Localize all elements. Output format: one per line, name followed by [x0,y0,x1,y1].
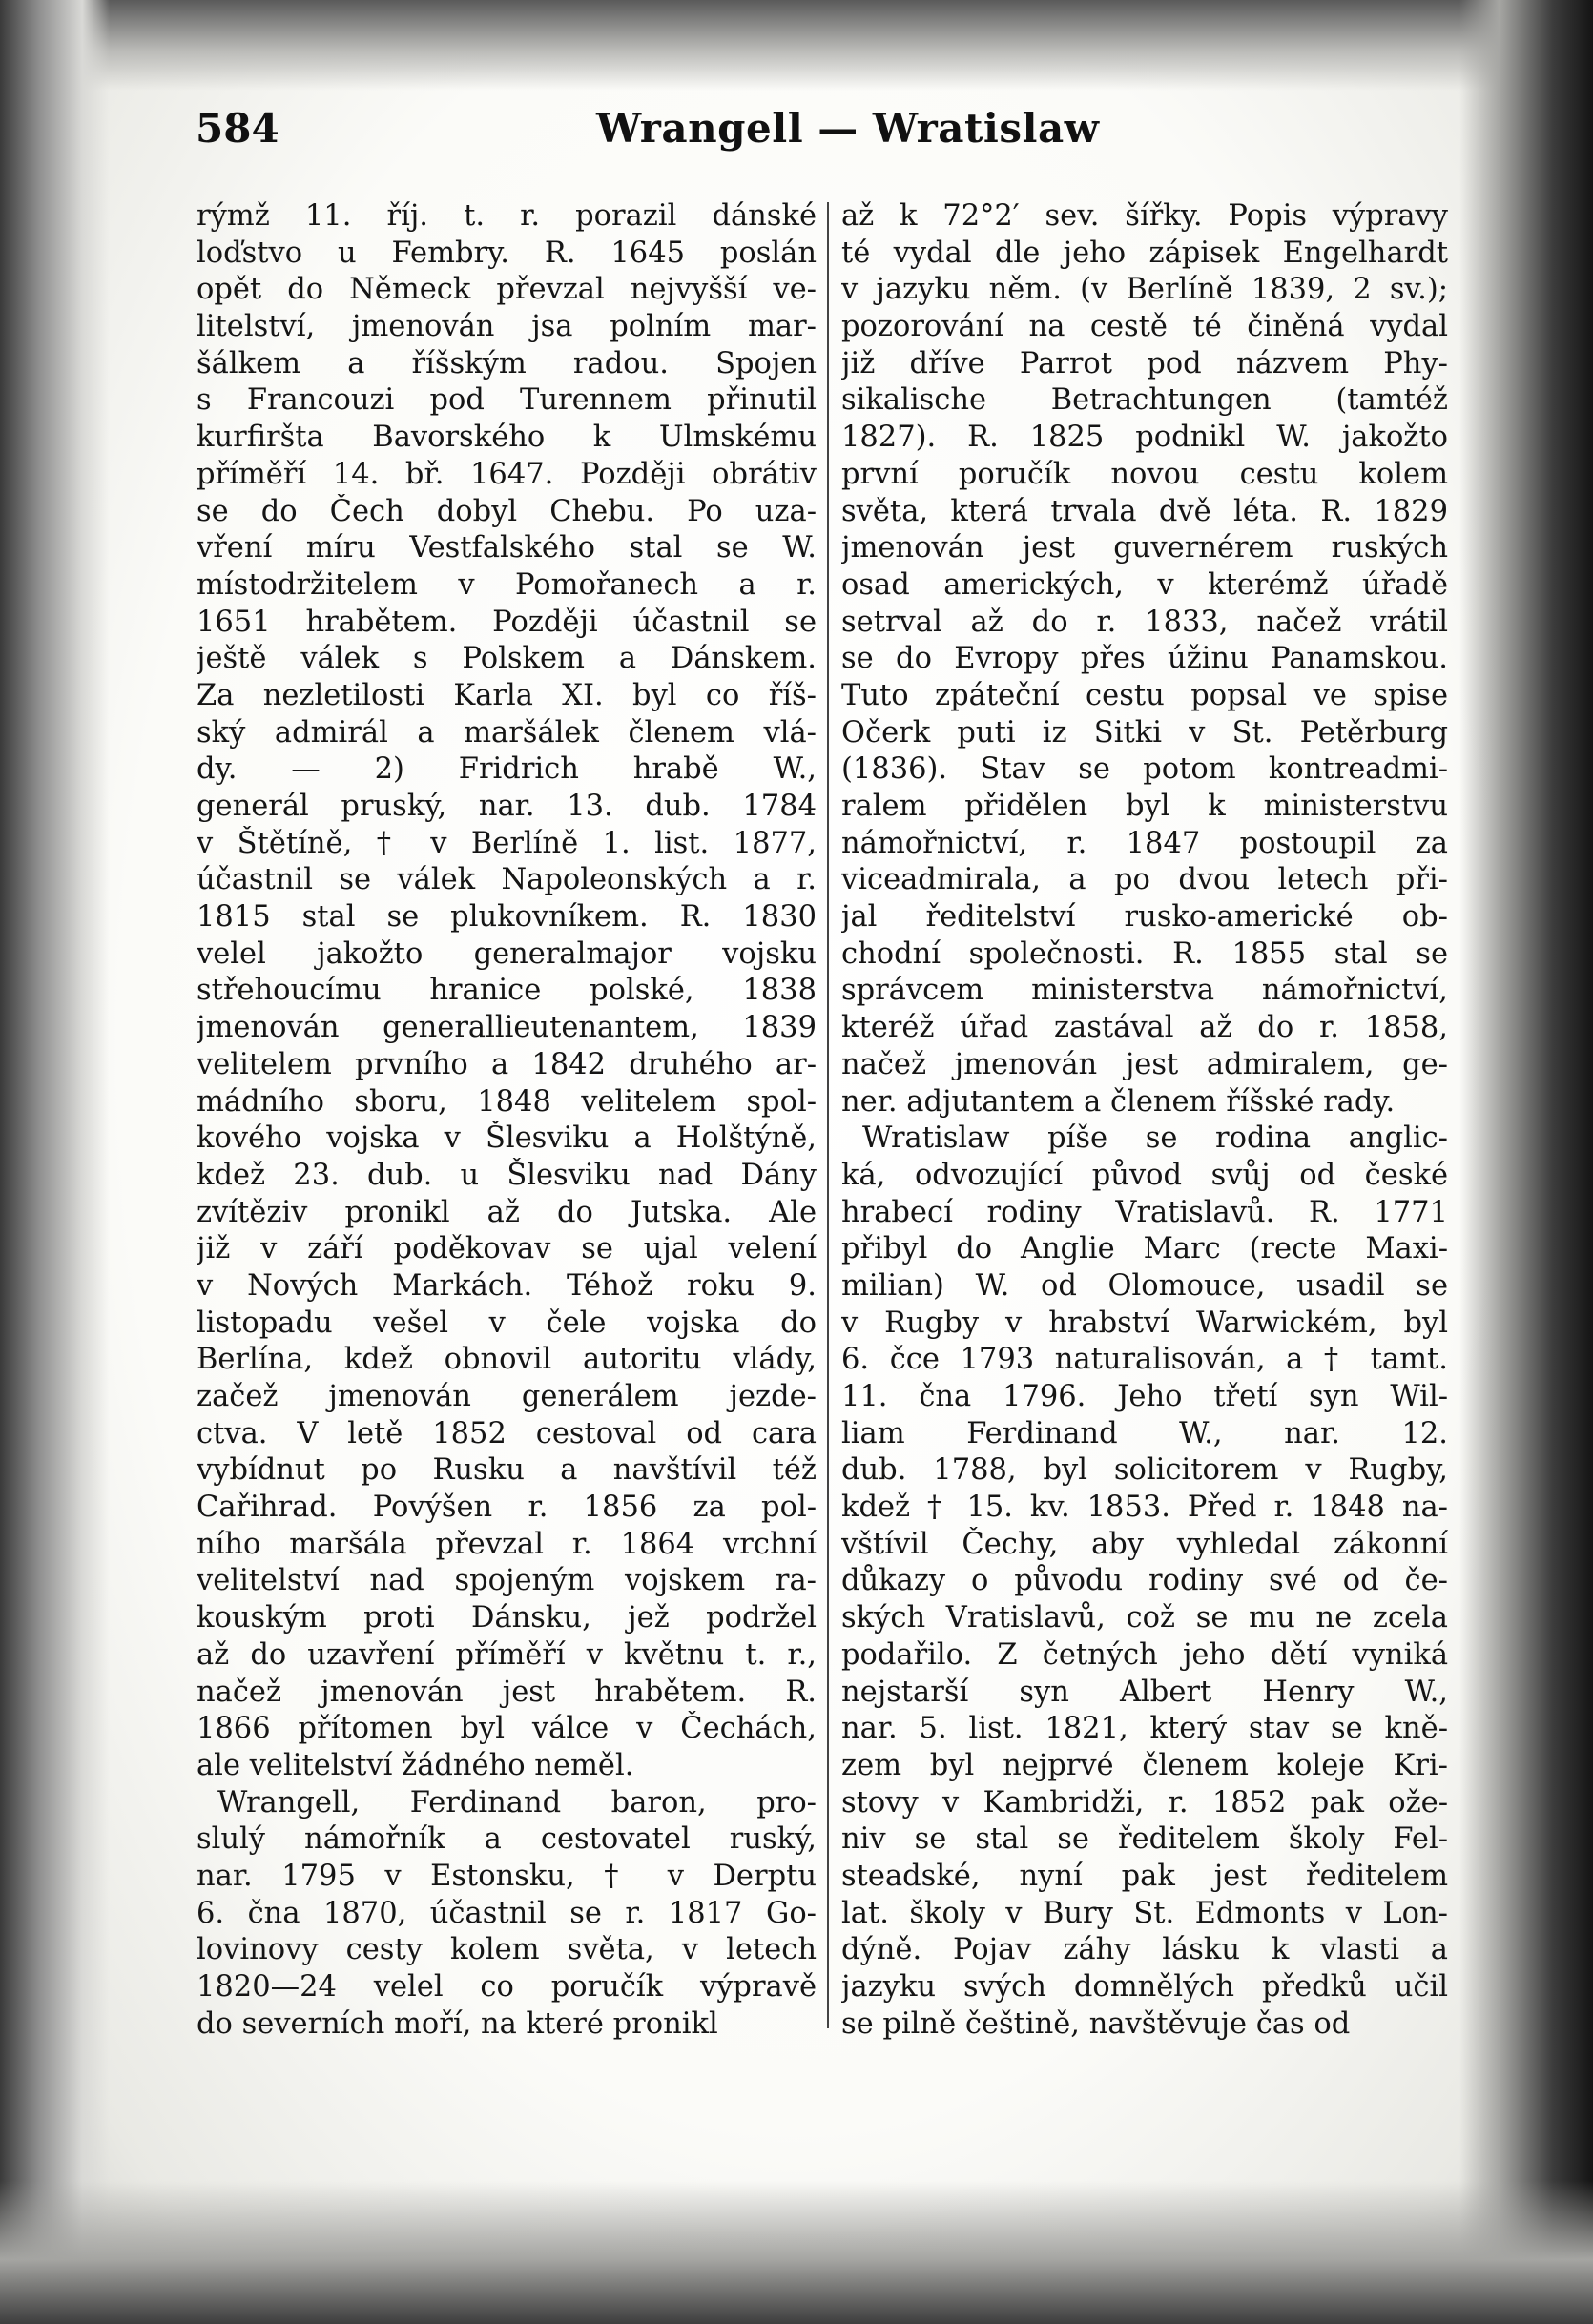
column-divider [827,202,829,2028]
text-line: začež jmenován generálem jezde- [197,1380,817,1413]
text-line: nejstarší syn Albert Henry W., [841,1675,1448,1709]
text-line: 1827). R. 1825 podnikl W. jakožto [841,421,1448,455]
text-line: Cařihrad. Povýšen r. 1856 za pol- [197,1491,817,1525]
text-line: kdež † 15. kv. 1853. Před r. 1848 na- [841,1491,1448,1525]
text-line: kdež 23. dub. u Šlesviku nad Dány [197,1158,817,1192]
text-line: opět do Německ převzal nejvyšší ve- [197,273,817,307]
running-head: Wrangell — Wratislaw [596,105,1100,152]
text-line: 1820—24 velel co poručík výpravě [197,1970,817,2004]
text-line: vybídnut po Rusku a navštívil též [197,1453,817,1488]
text-line: rýmž 11. říj. t. r. porazil dánské [197,199,817,233]
page-number: 584 [196,105,279,152]
text-line: kurfiršta Bavorského k Ulmskému [197,421,817,455]
text-line: dýně. Pojav záhy lásku k vlasti a [841,1933,1448,1967]
text-line: Berlína, kdež obnovil autoritu vlády, [197,1343,817,1377]
text-line: místodržitelem v Pomořanech a r. [197,567,817,602]
text-line: načež jmenován jest hrabětem. R. [197,1675,817,1709]
text-line: v Nových Markách. Téhož roku 9. [197,1268,817,1303]
text-line: do severních moří, na které pronikl [197,2006,718,2041]
text-line: slulý námořník a cestovatel ruský, [197,1822,817,1857]
text-line: viceadmirala, a po dvou letech při- [841,863,1448,897]
text-line: nar. 1795 v Estonsku, † v Derptu [197,1859,817,1893]
text-line: se do Čech dobyl Chebu. Po uza- [197,494,817,528]
text-line: lovinovy cesty kolem světa, v letech [197,1933,817,1967]
text-line: vštívil Čechy, aby vyhledal zákonní [841,1527,1448,1561]
text-line: niv se stal se ředitelem školy Fel- [841,1822,1448,1857]
text-line: až k 72°2′ sev. šířky. Popis výpravy [841,199,1448,233]
text-line: 11. čna 1796. Jeho třetí syn Wil- [841,1380,1448,1413]
text-line: lat. školy v Bury St. Edmonts v Lon- [841,1896,1448,1930]
text-line: (1836). Stav se potom kontreadmi- [841,752,1448,787]
left-text-column [197,198,817,2043]
text-line: kteréž úřad zastával až do r. 1858, [841,1011,1448,1045]
text-line: ale velitelství žádného neměl. [197,1748,634,1782]
text-line: ner. adjutantem a členem říšské rady. [841,1084,1396,1119]
text-line: příměří 14. bř. 1647. Později obrátiv [197,457,817,491]
text-line: Za nezletilosti Karla XI. byl co říš- [197,678,817,712]
text-line: světa, která trvala dvě léta. R. 1829 [841,494,1448,528]
text-line: v Štětíně, † v Berlíně 1. list. 1877, [197,826,817,860]
page-header [196,95,1479,162]
text-line: 1866 přítomen byl válce v Čechách, [197,1712,817,1746]
text-line: podařilo. Z četných jeho dětí vyniká [841,1637,1448,1672]
text-line: velel jakožto generalmajor vojsku [197,936,817,971]
text-line: liam Ferdinand W., nar. 12. [841,1416,1448,1450]
page-shadow-top [0,0,1593,91]
text-line: s Francouzi pod Turennem přinutil [197,383,817,418]
text-line: milian) W. od Olomouce, usadil se [841,1268,1448,1303]
text-line: generál pruský, nar. 13. dub. 1784 [197,790,817,823]
right-text-column [841,198,1448,2043]
text-line: ský admirál a maršálek členem vlá- [197,715,817,750]
text-line: se do Evropy přes úžinu Panamskou. [841,642,1448,676]
text-line: důkazy o původu rodiny své od če- [841,1564,1448,1598]
text-line: sikalische Betrachtungen (tamtéž [841,383,1448,418]
text-line: kouským proti Dánsku, jež podržel [197,1601,817,1635]
text-line: mádního sboru, 1848 velitelem spol- [197,1084,817,1119]
page-shadow-right [1459,0,1593,2324]
text-line: přibyl do Anglie Marc (recte Maxi- [841,1232,1448,1266]
text-line: ního maršála převzal r. 1864 vrchní [197,1527,817,1561]
text-line: zvítěziv pronikl až do Jutska. Ale [197,1195,817,1229]
page-shadow-left [0,0,110,2324]
text-line: správcem ministerstva námořnictví, [841,974,1448,1008]
text-line: načež jmenován jest admiralem, ge- [841,1047,1448,1081]
text-line: jal ředitelství rusko-americké ob- [841,900,1448,935]
text-line: účastnil se válek Napoleonských a r. [197,863,817,897]
text-line: listopadu vešel v čele vojska do [197,1306,817,1340]
text-line: stovy v Kambridži, r. 1852 pak ože- [841,1785,1448,1820]
text-line: jmenován jest guvernérem ruských [841,531,1448,566]
text-line: Wratislaw píše se rodina anglic- [862,1121,1448,1156]
text-line: 1651 hrabětem. Později účastnil se [197,605,817,639]
text-line: dy. — 2) Fridrich hrabě W., [197,752,817,787]
text-line: Očerk puti iz Sitki v St. Petěrburg [841,715,1448,750]
text-line: v jazyku něm. (v Berlíně 1839, 2 sv.); [841,273,1448,307]
text-line: 6. čce 1793 naturalisován, a † tamt. [841,1343,1448,1377]
text-line: šálkem a říšským radou. Spojen [197,346,817,380]
text-line: jmenován generallieutenantem, 1839 [197,1011,817,1045]
text-line: velitelství nad spojeným vojskem ra- [197,1564,817,1598]
text-line: již v září poděkovav se ujal velení [197,1232,817,1266]
text-line: velitelem prvního a 1842 druhého ar- [197,1047,817,1081]
text-line: hrabecí rodiny Vratislavů. R. 1771 [841,1195,1448,1229]
text-line: osad amerických, v kterémž úřadě [841,567,1448,602]
text-line: kového vojska v Šlesviku a Holštýně, [197,1121,817,1156]
text-line: 6. čna 1870, účastnil se r. 1817 Go- [197,1896,817,1930]
text-line: ských Vratislavů, což se mu ne zcela [841,1601,1448,1635]
text-line: chodní společnosti. R. 1855 stal se [841,936,1448,971]
text-line: 1815 stal se plukovníkem. R. 1830 [197,900,817,935]
text-line: již dříve Parrot pod názvem Phy- [841,346,1448,380]
text-line: až do uzavření příměří v květnu t. r., [197,1637,817,1672]
text-line: pozorování na cestě té činěná vydal [841,310,1448,344]
page-shadow-bottom [0,2181,1593,2324]
text-line: steadské, nyní pak jest ředitelem [841,1859,1448,1893]
text-line: jazyku svých domnělých předků učil [841,1970,1448,2004]
text-line: střehoucímu hranice polské, 1838 [197,974,817,1008]
text-line: setrval až do r. 1833, načež vrátil [841,605,1448,639]
text-line: ctva. V letě 1852 cestoval od cara [197,1416,817,1450]
text-line: dub. 1788, byl solicitorem v Rugby, [841,1453,1448,1488]
text-line: námořnictví, r. 1847 postoupil za [841,826,1448,860]
text-line: té vydal dle jeho zápisek Engelhardt [841,236,1448,270]
text-line: vření míru Vestfalského stal se W. [197,531,817,566]
text-line: zem byl nejprvé členem koleje Kri- [841,1748,1448,1782]
text-line: Tuto zpáteční cestu popsal ve spise [841,678,1448,712]
text-line: Wrangell, Ferdinand baron, pro- [217,1785,817,1820]
text-line: ralem přidělen byl k ministerstvu [841,790,1448,823]
text-line: litelství, jmenován jsa polním mar- [197,310,817,344]
text-line: se pilně češtině, navštěvuje čas od [841,2006,1351,2041]
text-line: nar. 5. list. 1821, který stav se kně- [841,1712,1448,1746]
text-line: loďstvo u Fembry. R. 1645 poslán [197,236,817,270]
text-line: ká, odvozující původ svůj od české [841,1158,1448,1192]
text-line: ještě válek s Polskem a Dánskem. [197,642,817,676]
text-line: v Rugby v hrabství Warwickém, byl [841,1306,1448,1340]
text-line: první poručík novou cestu kolem [841,457,1448,491]
